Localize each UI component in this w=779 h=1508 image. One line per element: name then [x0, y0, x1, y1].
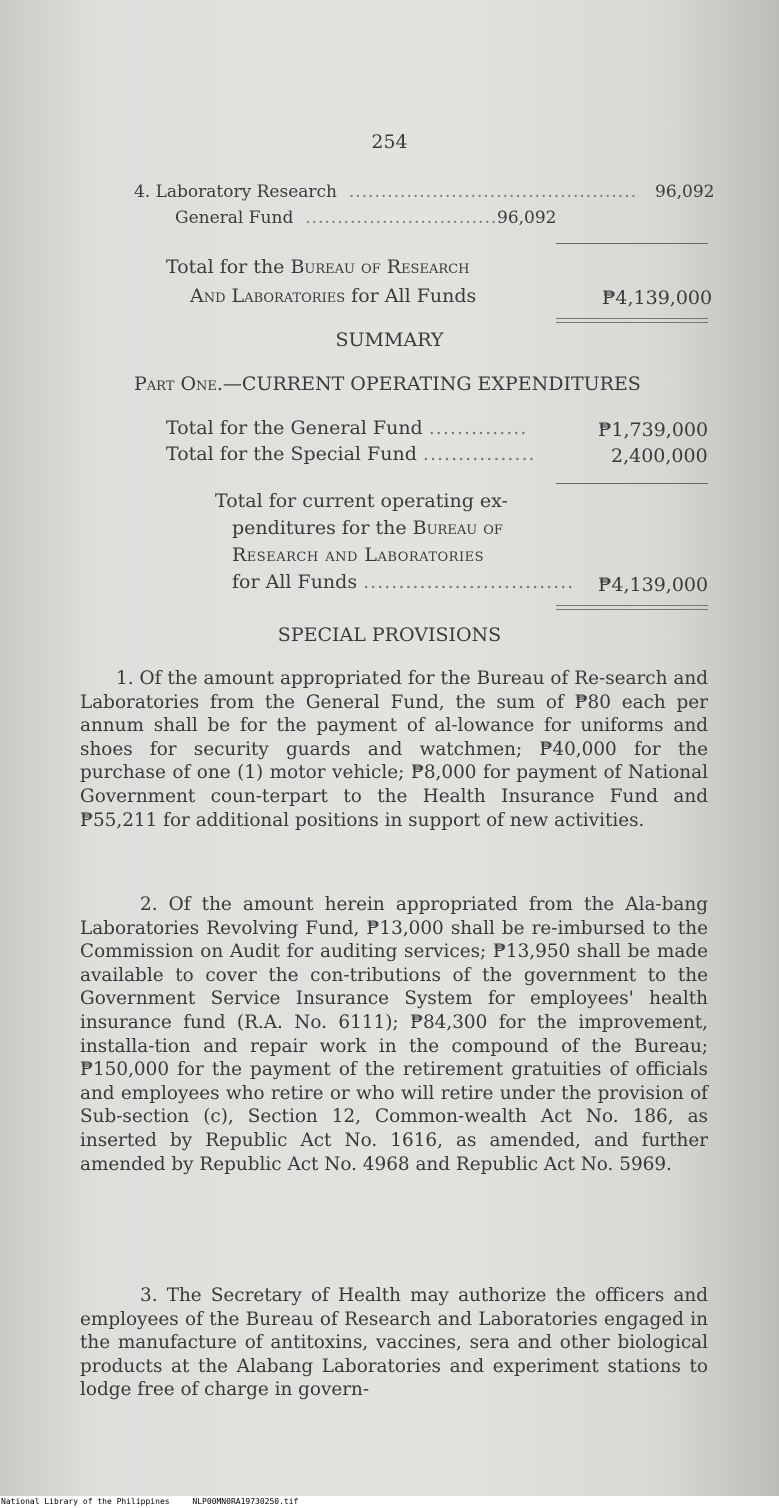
file-name: NLP00MN0RA19730250.tif [192, 1497, 299, 1506]
line-item-laboratory-research [134, 182, 637, 202]
line-item-amount: 96,092 [497, 208, 557, 228]
special-fund-total [166, 443, 536, 465]
general-fund-amount: ₱1,739,000 [598, 419, 709, 441]
provision-1: 1. Of the amount appropriated for the Bureau of Re-search and Laboratories from the General Fund, the sum of ₱80 each per annum shall be for the payment of al-lowance for uniforms and shoes for security guards and watchmen; ₱40,000 for the purchase of one (1) motor vehicle; ₱8,000 for payment of National Government coun-terpart to the Health Insurance Fund and ₱55,211 for additional positions in support of new activities. [80, 668, 708, 831]
text: Bureau of [412, 517, 503, 539]
label: for All Funds [232, 571, 358, 593]
bureau-total-line1 [166, 256, 469, 278]
current-total-amount: ₱4,139,000 [598, 574, 709, 596]
line-item-general-fund [175, 208, 497, 228]
provision-2: 2. Of the amount herein appropriated from the Ala-bang Laboratories Revolving Fund, ₱13,000 shall be re-imbursed to the Commission on Audit for auditing services; ₱13,950 shall be made available to cover the con-tributions of the government to the Government Service Insurance System for employees' health insurance fund (R.A. No. 6111); ₱84,300 for the improvement, installa-tion and repair work in the compound of the Bureau; ₱150,000 for the payment of the retirement gratuities of officials and employees who retire or who will retire under the provision of Sub-section (c), Section 12, Common-wealth Act No. 186, as inserted by Republic Act No. 1616, as amended, and further amended by Republic Act No. 4968 and Republic Act No. 5969. [80, 894, 708, 1175]
text: Part One [134, 373, 217, 395]
double-divider [556, 318, 708, 323]
divider [556, 243, 708, 244]
label: Total for the Special Fund [166, 443, 417, 465]
leader-dots: .............................. [363, 571, 575, 593]
special-provisions-heading: SPECIAL PROVISIONS [277, 624, 502, 646]
page-number: 254 [371, 131, 408, 153]
divider [556, 483, 708, 484]
leader-dots: .............................. [298, 208, 498, 228]
text: Bureau of Research [290, 256, 470, 278]
current-total-line1: Total for current operating ex- [215, 490, 508, 512]
general-fund-total [166, 417, 527, 439]
part-one-heading [134, 373, 641, 395]
text: penditures for the [232, 517, 413, 539]
bureau-total-line2 [190, 285, 476, 307]
leader-dots: .............. [428, 417, 528, 439]
text: Total for the [166, 256, 291, 278]
text: for All Funds [345, 285, 477, 307]
line-item-label: General Fund [175, 208, 294, 228]
scan-footer [0, 1496, 779, 1508]
leader-dots: ............................................. [342, 182, 637, 202]
double-divider [556, 605, 708, 610]
current-total-line3: Research and Laboratories [232, 544, 484, 566]
text: And Laboratories [190, 285, 346, 307]
summary-heading: SUMMARY [335, 329, 444, 351]
leader-dots: ................ [422, 443, 536, 465]
provision-3: 3. The Secretary of Health may authorize the officers and employees of the Bureau of Research and Laboratories engaged in the manufacture of antitoxins, vaccines, sera and other biological products at the Alabang Laboratories and experiment stations to lodge free of charge in govern- [80, 1285, 708, 1401]
current-total-line4 [232, 571, 574, 593]
label: Total for the General Fund [166, 417, 423, 439]
line-item-amount: 96,092 [655, 182, 715, 202]
line-item-label: 4. Laboratory Research [134, 182, 338, 202]
current-total-line2 [232, 517, 503, 539]
library-name: National Library of the Philippines [1, 1497, 170, 1506]
text: .—CURRENT OPERATING EXPENDITURES [216, 373, 641, 395]
bureau-total-amount: ₱4,139,000 [602, 287, 713, 309]
special-fund-amount: 2,400,000 [611, 445, 708, 467]
